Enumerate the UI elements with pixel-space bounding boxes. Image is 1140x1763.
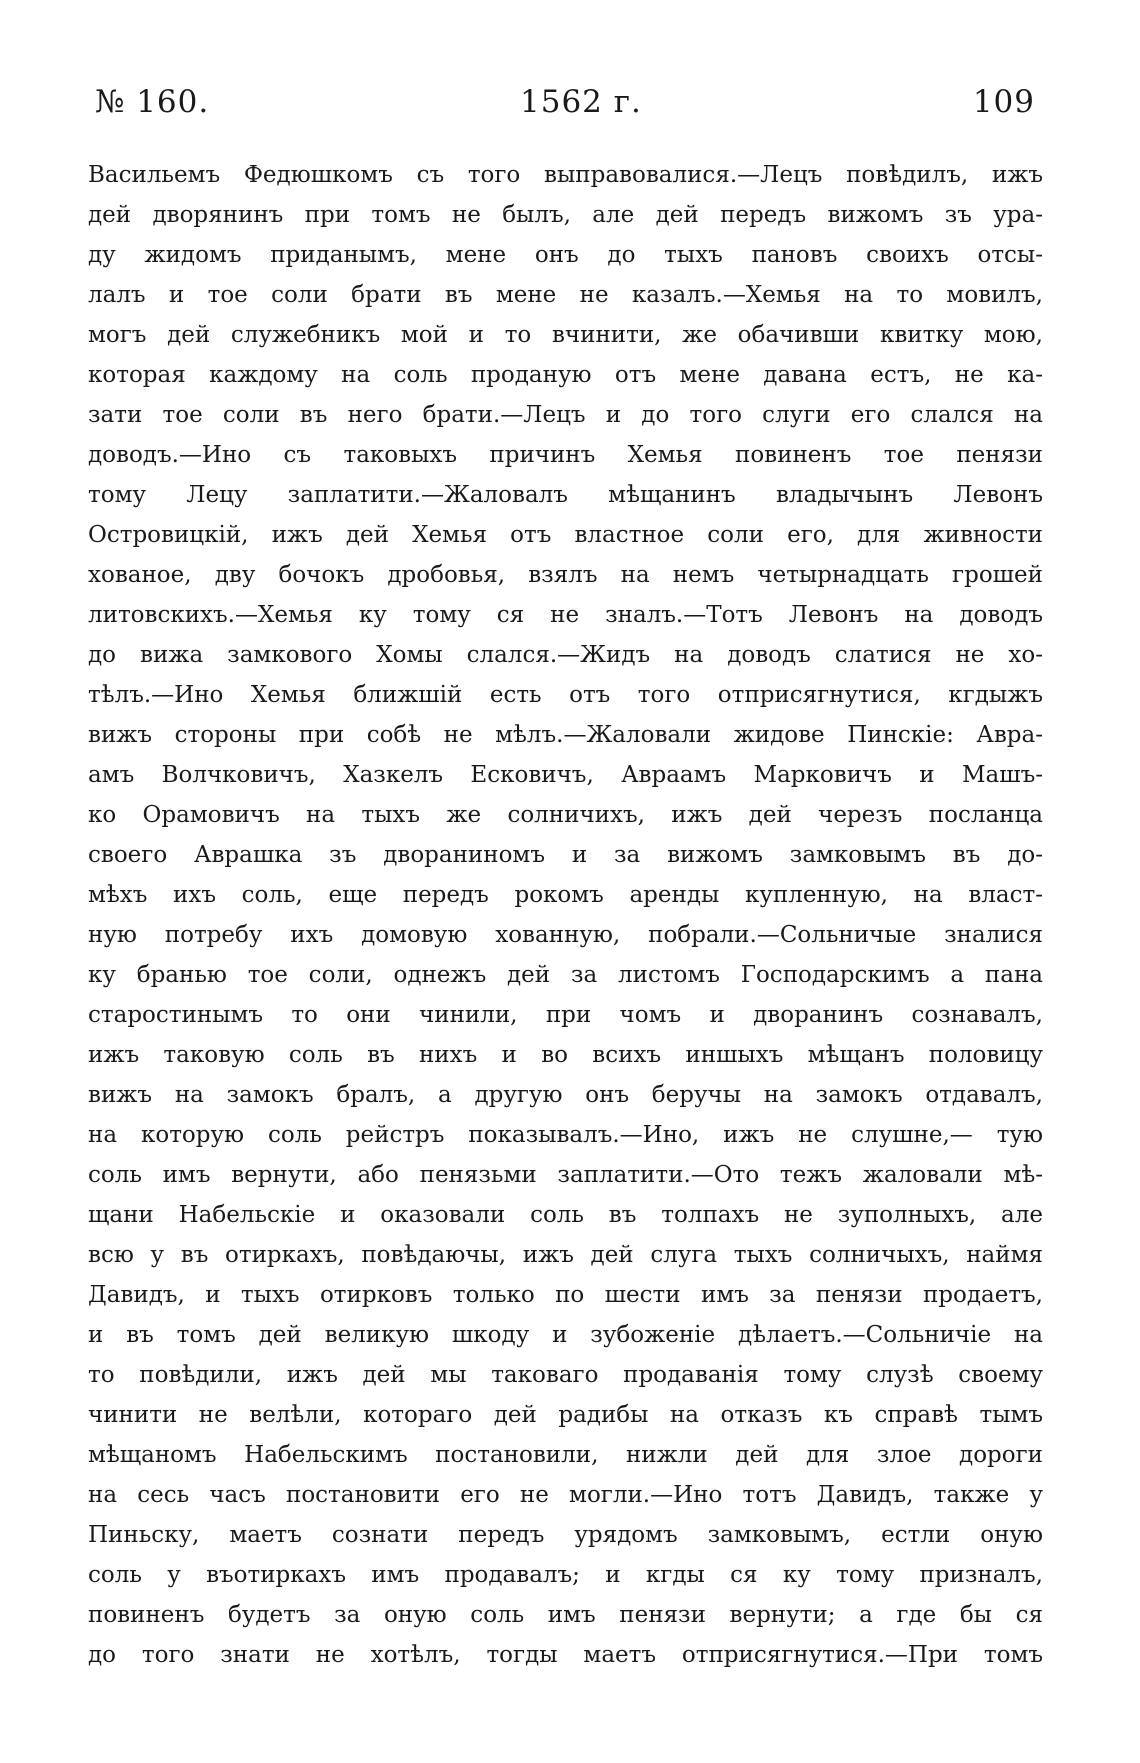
page-header	[95, 78, 1035, 126]
document-number: № 160.	[95, 84, 210, 120]
text-line: которая каждому на соль проданую отъ мене давана естъ, не ка-	[88, 362, 1043, 388]
text-line: до того знати не хотѣлъ, тогды маетъ отприсягнутися.—При томъ	[88, 1642, 1043, 1668]
text-line: Островицкій, ижъ дей Хемья отъ властное соли его, для живности	[88, 522, 1043, 548]
text-line: могъ дей служебникъ мой и то вчинити, же обачивши квитку мою,	[88, 322, 1043, 348]
text-line: чинити не велѣли, котораго дей радибы на отказъ къ справѣ тымъ	[88, 1402, 1043, 1428]
text-line: соль имъ вернути, або пенязьми заплатити.—Ото тежъ жаловали мѣ-	[88, 1162, 1043, 1188]
text-line: Васильемъ Федюшкомъ съ того выправовалися.—Лецъ повѣдилъ, ижъ	[88, 162, 1043, 188]
text-line: на сесь часъ постановити его не могли.—Ино тотъ Давидъ, также у	[88, 1482, 1043, 1508]
text-line: доводъ.—Ино съ таковыхъ причинъ Хемья повиненъ тое пенязи	[88, 442, 1043, 468]
text-line: ижъ таковую соль въ нихъ и во всихъ иншыхъ мѣщанъ половицу	[88, 1042, 1043, 1068]
text-line: повиненъ будетъ за оную соль имъ пенязи вернути; а где бы ся	[88, 1602, 1043, 1628]
text-line: тѣлъ.—Ино Хемья ближшій есть отъ того отприсягнутися, кгдыжъ	[88, 682, 1043, 708]
text-line: и въ томъ дей великую шкоду и зубоженіе дѣлаетъ.—Сольничіе на	[88, 1322, 1043, 1348]
text-line: Пиньску, маетъ сознати передъ урядомъ замковымъ, естли оную	[88, 1522, 1043, 1548]
text-line: ко Орамовичъ на тыхъ же солничихъ, ижъ дей черезъ посланца	[88, 802, 1043, 828]
text-line: хованое, дву бочокъ дробовья, взялъ на немъ четырнадцать грошей	[88, 562, 1043, 588]
page-number: 109	[972, 84, 1035, 120]
text-line: ду жидомъ приданымъ, мене онъ до тыхъ пановъ своихъ отсы-	[88, 242, 1043, 268]
text-line: щани Набельскіе и оказовали соль въ толпахъ не зуполныхъ, але	[88, 1202, 1043, 1228]
text-line: Давидъ, и тыхъ отирковъ только по шести имъ за пенязи продаетъ,	[88, 1282, 1043, 1308]
text-line: вижъ на замокъ бралъ, а другую онъ беручы на замокъ отдавалъ,	[88, 1082, 1043, 1108]
text-line: до вижа замкового Хомы слался.—Жидъ на доводъ слатися не хо-	[88, 642, 1043, 668]
text-line: ку бранью тое соли, однежъ дей за листомъ Господарскимъ а пана	[88, 962, 1043, 988]
text-line: ную потребу ихъ домовую хованную, побрали.—Сольничые знaлися	[88, 922, 1043, 948]
body-text	[88, 155, 1043, 1675]
text-line: соль у въотиркахъ имъ продавалъ; и кгды ся ку тому призналъ,	[88, 1562, 1043, 1588]
text-line: вижъ стороны при собѣ не мѣлъ.—Жаловали жидове Пинскіе: Авра-	[88, 722, 1043, 748]
text-line: своего Аврашка зъ дворaниномъ и за вижомъ замковымъ въ до-	[88, 842, 1043, 868]
text-line: на которую соль рейстръ показывалъ.—Ино, ижъ не слушне,— тую	[88, 1122, 1043, 1148]
text-line: всю у въ отиркахъ, повѣдаючы, ижъ дей слуга тыхъ солничыхъ, наймя	[88, 1242, 1043, 1268]
text-line: мѣхъ ихъ соль, еще передъ рокомъ аренды купленную, на власт-	[88, 882, 1043, 908]
text-line: зати тое соли въ него брати.—Лецъ и до того слуги его слался на	[88, 402, 1043, 428]
text-line: тому Лецу заплатити.—Жаловалъ мѣщанинъ владычынъ Левонъ	[88, 482, 1043, 508]
text-line: лалъ и тое соли брати въ мене не казалъ.—Хемья на то мовилъ,	[88, 282, 1043, 308]
text-line: литовскихъ.—Хемья ку тому ся не зналъ.—Тотъ Левонъ на доводъ	[88, 602, 1043, 628]
text-line: то повѣдили, ижъ дей мы таковаго продаванія тому слузѣ своему	[88, 1362, 1043, 1388]
text-line: мѣщаномъ Набельскимъ постановили, нижли дей для злое дороги	[88, 1442, 1043, 1468]
text-line: старостинымъ то они чинили, при чомъ и дворанинъ сознавалъ,	[88, 1002, 1043, 1028]
text-line: амъ Волчковичъ, Хазкелъ Есковичъ, Авраамъ Марковичъ и Машъ-	[88, 762, 1043, 788]
document-year: 1562 г.	[520, 84, 642, 120]
text-line: дей дворянинъ при томъ не былъ, але дей передъ вижомъ зъ ура-	[88, 202, 1043, 228]
